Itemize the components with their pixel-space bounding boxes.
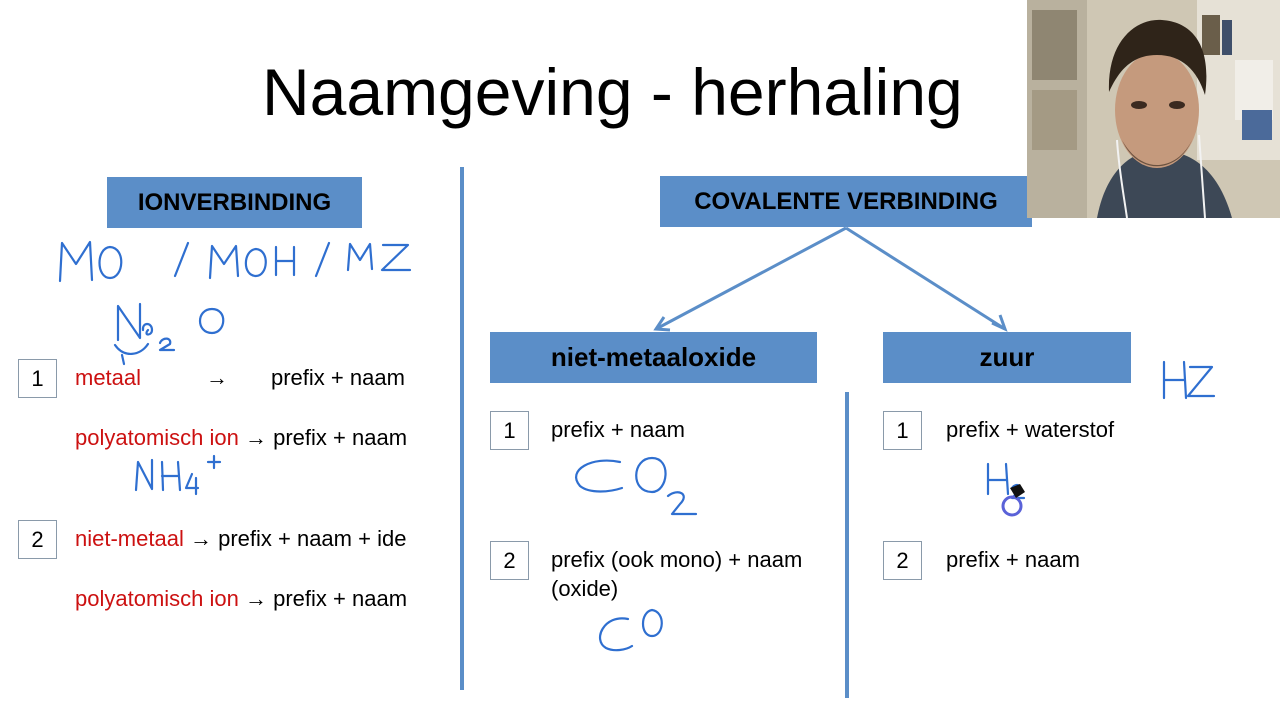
- slide-title: Naamgeving - herhaling: [262, 55, 963, 129]
- handwriting-hz: [1164, 362, 1214, 398]
- ion-rule-1b-left: polyatomisch ion: [75, 425, 239, 450]
- handwriting-ion-formulas: [60, 242, 410, 281]
- nonmetal-oxide-header: niet-metaaloxide: [490, 332, 817, 383]
- ion-rule-1-arrow: [206, 364, 228, 392]
- handwriting-co2: [576, 458, 696, 514]
- ion-rule-2b-left: polyatomisch ion: [75, 586, 239, 611]
- nmo-rule-2-text: prefix (ook mono) + naam: [551, 547, 803, 572]
- ion-rule-1-left: metaal: [75, 365, 142, 390]
- pen-cursor-icon: [1010, 484, 1025, 498]
- handwriting-na2o: [115, 304, 223, 364]
- nmo-rule-2-number: 2: [490, 541, 529, 580]
- ion-rule-2-number: 2: [18, 520, 57, 559]
- ion-rule-1-number: 1: [18, 359, 57, 398]
- arrow-icon: →: [189, 526, 212, 551]
- nmo-rule-2-text2: (oxide): [551, 576, 619, 601]
- subsection-divider: [845, 392, 849, 698]
- section-divider: [460, 167, 464, 690]
- tree-arrows: [656, 228, 1005, 330]
- ion-rule-1: [75, 364, 141, 392]
- presenter-webcam: [1027, 0, 1280, 218]
- cursor-circle-icon: [1003, 497, 1021, 515]
- ion-rule-2b: [75, 585, 407, 613]
- acid-rule-2-number: 2: [883, 541, 922, 580]
- arrowhead-left-icon: [656, 317, 670, 330]
- handwriting-nh4: [136, 456, 220, 494]
- arrow-icon: →: [245, 586, 267, 611]
- webcam-image: [1027, 0, 1280, 218]
- ion-rule-1b: [75, 424, 407, 452]
- covalent-header: COVALENTE VERBINDING: [660, 176, 1032, 227]
- acid-rule-1-number: 1: [883, 411, 922, 450]
- ion-rule-2-left: niet-metaal: [75, 526, 184, 551]
- ion-rule-2: [75, 525, 406, 553]
- ion-rule-2b-right: prefix + naam: [273, 586, 408, 611]
- acid-rule-1-text: prefix + waterstof: [946, 417, 1115, 442]
- acid-rule-2-text: prefix + naam: [946, 547, 1080, 572]
- arrow-left: [656, 228, 846, 329]
- handwriting-co: [600, 610, 662, 650]
- handwriting-h2: [988, 464, 1024, 515]
- arrow-icon: →: [245, 425, 267, 450]
- ion-rule-1-right: prefix + naam: [271, 365, 405, 390]
- nmo-rule-1-text: prefix + naam: [551, 417, 685, 442]
- arrowhead-right-icon: [992, 315, 1005, 329]
- ion-header: IONVERBINDING: [107, 177, 362, 228]
- ion-rule-2-right: prefix + naam + ide: [218, 526, 407, 551]
- acid-header: zuur: [883, 332, 1131, 383]
- nmo-rule-1-number: 1: [490, 411, 529, 450]
- arrow-icon: →: [206, 365, 228, 390]
- arrow-right: [846, 228, 1005, 329]
- ion-rule-1b-right: prefix + naam: [273, 425, 408, 450]
